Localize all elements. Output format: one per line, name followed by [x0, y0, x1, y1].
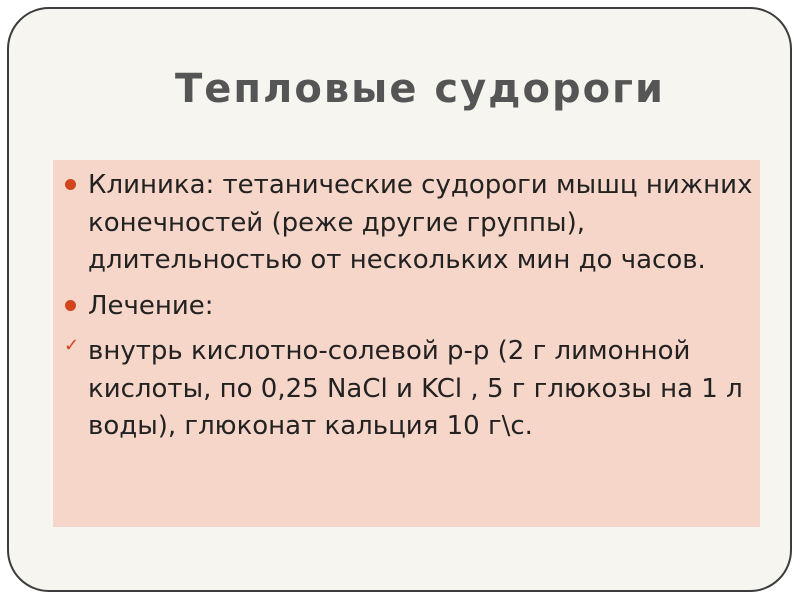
bullet-dot-icon — [65, 300, 76, 311]
list-item-text: Клиника: тетанические судороги мышц нижних конечностей (реже другие группы), длительностью от нескольких мин до часов. — [88, 170, 753, 275]
list-item-text: Лечение: — [88, 290, 214, 321]
list-item-clinic — [64, 167, 754, 280]
list-item-text: внутрь кислотно-солевой р-р (2 г лимонной кислоты, по 0,25 NaCl и KCl , 5 г глюкозы на 1 л воды), глюконат кальция 10 г\с. — [88, 336, 743, 441]
slide-title: Тепловые судороги — [175, 66, 665, 112]
bullet-list — [64, 167, 754, 446]
checkmark-icon: ✓ — [64, 335, 80, 356]
bullet-dot-icon — [65, 179, 76, 190]
list-item-treatment-detail — [64, 333, 754, 446]
list-item-treatment — [64, 288, 754, 326]
